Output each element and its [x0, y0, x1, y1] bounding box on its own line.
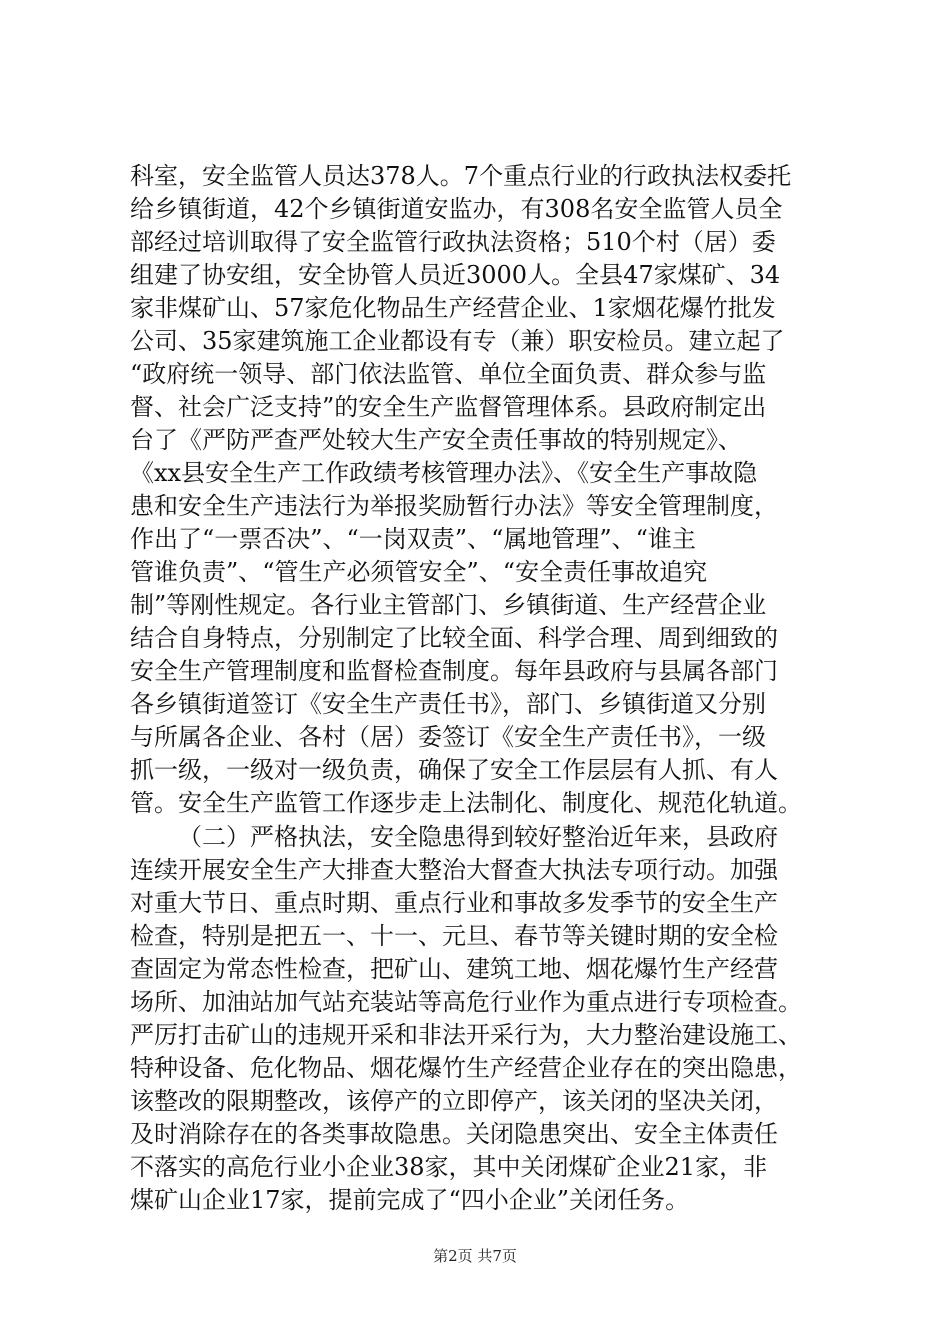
paragraph-line: 结合自身特点，分别制定了比较全面、科学合理、周到细致的: [130, 624, 778, 652]
paragraph-line: 家非煤矿山、57家危化物品生产经营企业、1家烟花爆竹批发: [130, 294, 776, 322]
paragraph-line: 制”等刚性规定。各行业主管部门、乡镇街道、生产经营企业: [130, 591, 767, 619]
paragraph-line: 特种设备、危化物品、烟花爆竹生产经营企业存在的突出隐患，: [130, 1054, 802, 1082]
paragraph-line: 连续开展安全生产大排查大整治大督查大执法专项行动。加强: [130, 856, 778, 884]
paragraph-line: 安全生产管理制度和监督检查制度。每年县政府与县属各部门: [130, 657, 778, 685]
paragraph-line: 部经过培训取得了安全监管行政执法资格；510个村（居）委: [130, 228, 776, 256]
paragraph-line: 《xx县安全生产工作政绩考核管理办法》、《安全生产事故隐: [130, 459, 758, 487]
paragraph-line: 各乡镇街道签订《安全生产责任书》，部门、乡镇街道又分别: [130, 690, 766, 718]
paragraph-line: 与所属各企业、各村（居）委签订《安全生产责任书》，一级: [130, 723, 766, 751]
paragraph-line: 场所、加油站加气站充装站等高危行业作为重点进行专项检查。: [130, 988, 802, 1016]
paragraph-line: 该整改的限期整改，该停产的立即停产，该关闭的坚决关闭，: [130, 1087, 778, 1115]
paragraph-line: 给乡镇街道，42个乡镇街道安监办，有308名安全监管人员全: [130, 195, 783, 223]
paragraph-line: 组建了协安组，安全协管人员近3000人。全县47家煤矿、34: [130, 261, 781, 289]
paragraph-line: 患和安全生产违法行为举报奖励暂行办法》等安全管理制度，: [130, 492, 778, 520]
page-number-footer: 第2页 共7页: [433, 1247, 517, 1265]
paragraph-line: 不落实的高危行业小企业38家，其中关闭煤矿企业21家，非: [130, 1153, 768, 1181]
paragraph-line: （二）严格执法，安全隐患得到较好整治近年来，县政府: [178, 823, 778, 851]
paragraph-line: 台了《严防严查严处较大生产安全责任事故的特别规定》、: [130, 426, 742, 454]
paragraph-line: 严厉打击矿山的违规开采和非法开采行为，大力整治建设施工、: [130, 1021, 802, 1049]
paragraph-line: 管。安全生产监管工作逐步走上法制化、制度化、规范化轨道。: [130, 789, 802, 817]
paragraph-1: [130, 160, 830, 820]
paragraph-2: [130, 821, 830, 1217]
paragraph-line: 煤矿山企业17家，提前完成了“四小企业”关闭任务。: [130, 1186, 690, 1214]
paragraph-line: 查固定为常态性检查，把矿山、建筑工地、烟花爆竹生产经营: [130, 955, 778, 983]
paragraph-line: 管谁负责”、“管生产必须管安全”、“安全责任事故追究: [130, 558, 708, 586]
paragraph-line: 作出了“一票否决”、“一岗双责”、“属地管理”、“谁主: [130, 525, 696, 553]
paragraph-line: 对重大节日、重点时期、重点行业和事故多发季节的安全生产: [130, 889, 778, 917]
paragraph-line: 及时消除存在的各类事故隐患。关闭隐患突出、安全主体责任: [130, 1120, 778, 1148]
paragraph-line: “政府统一领导、部门依法监管、单位全面负责、群众参与监: [130, 360, 767, 388]
paragraph-line: 检查，特别是把五一、十一、元旦、春节等关键时期的安全检: [130, 922, 778, 950]
paragraph-line: 公司、35家建筑施工企业都设有专（兼）职安检员。建立起了: [130, 327, 785, 355]
paragraph-line: 抓一级，一级对一级负责，确保了安全工作层层有人抓、有人: [130, 756, 778, 784]
paragraph-line: 科室，安全监管人员达378人。7个重点行业的行政执法权委托: [130, 162, 792, 190]
paragraph-line: 督、社会广泛支持”的安全生产监督管理体系。县政府制定出: [130, 393, 767, 421]
